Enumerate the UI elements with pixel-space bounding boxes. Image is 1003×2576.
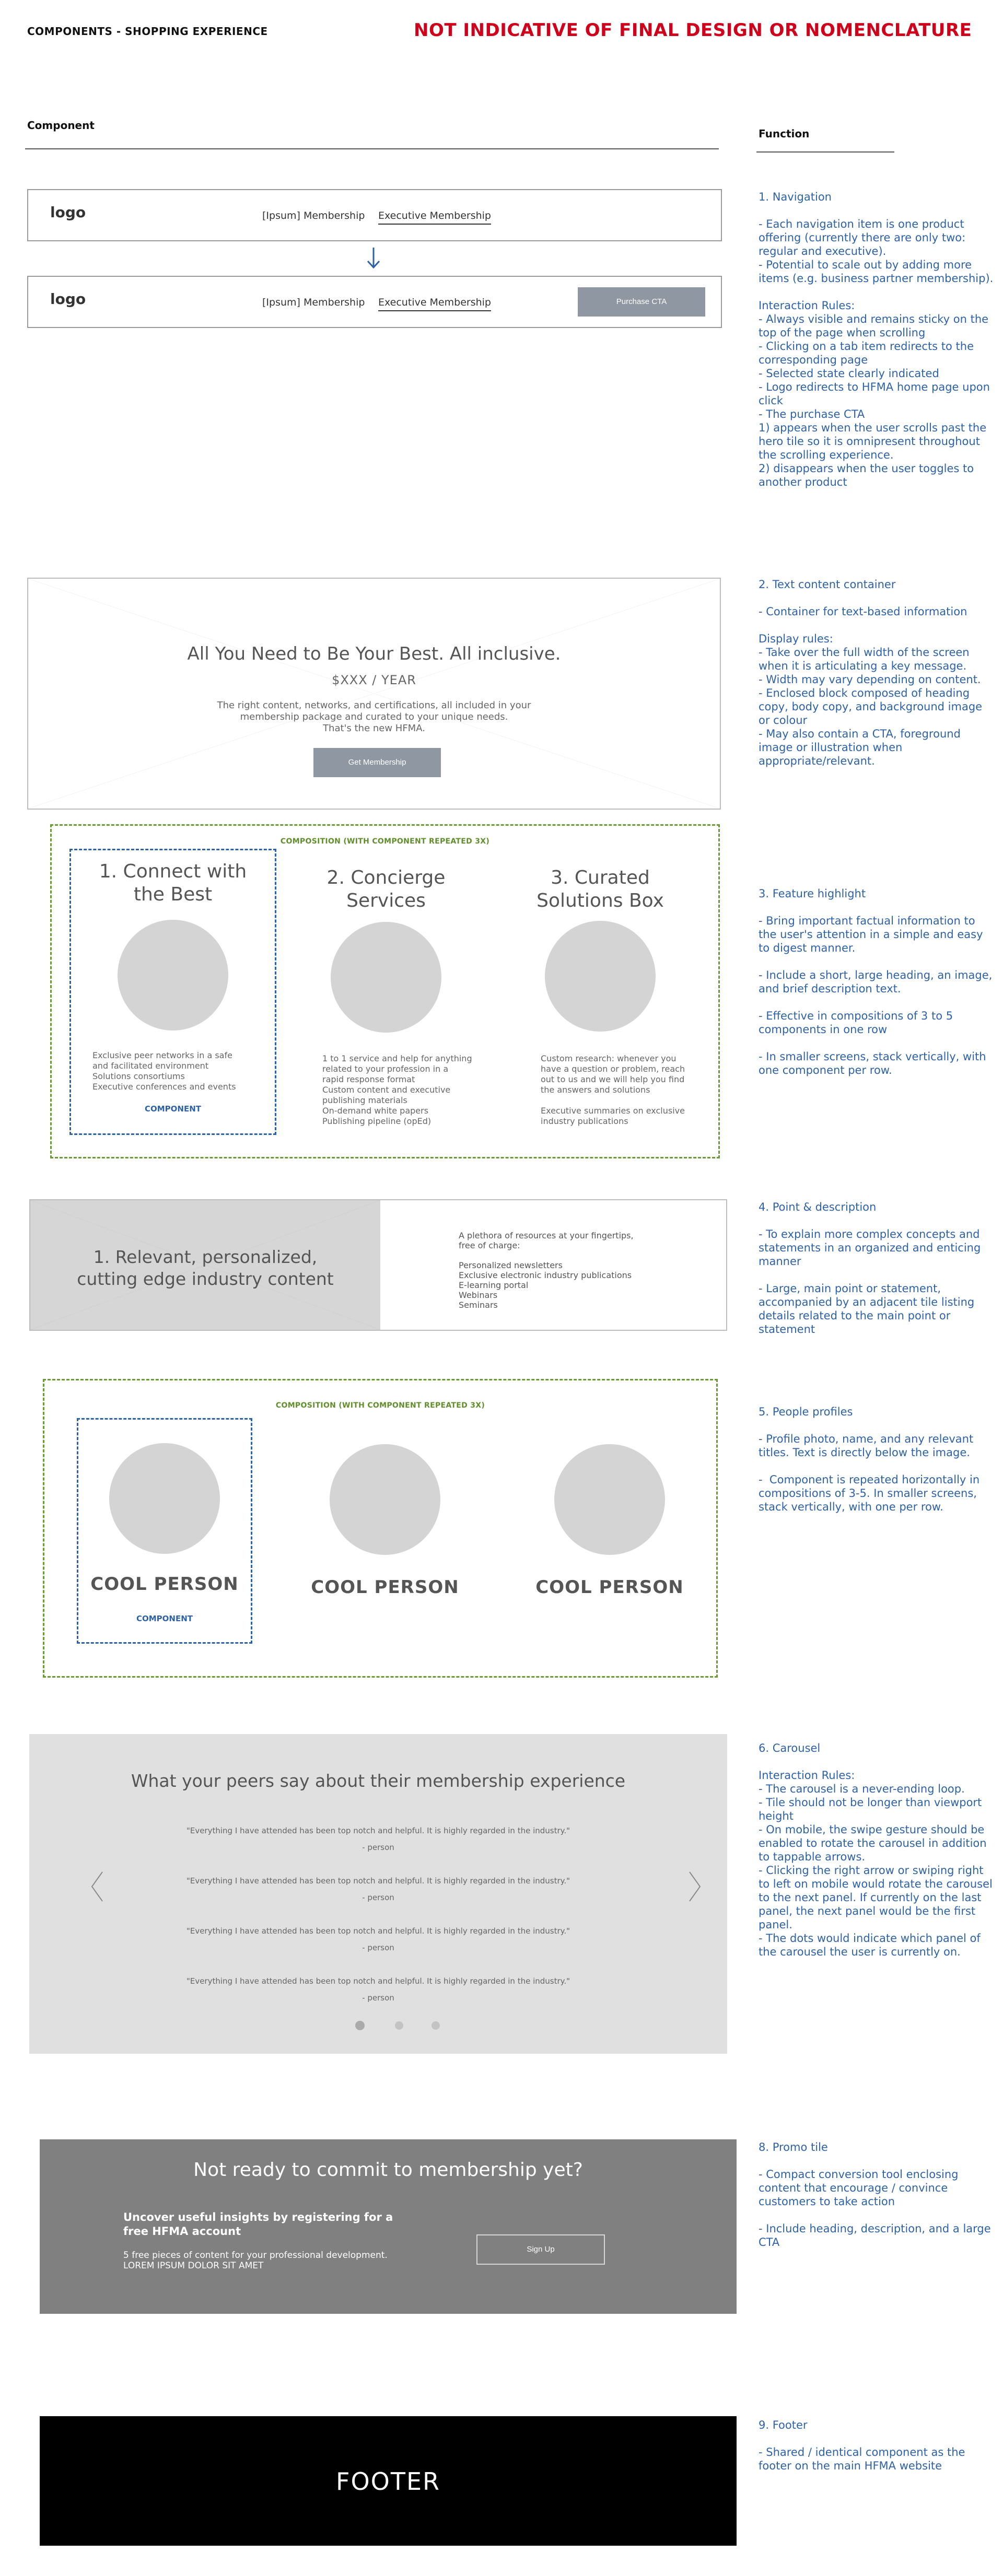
function-divider bbox=[756, 151, 894, 153]
hero-body-line: That's the new HFMA. bbox=[323, 723, 425, 734]
point-details: A plethora of resources at your fingertips, free of charge: Personalized newsletters Exclusive electronic industry publications E-learning portal Webinars Seminars bbox=[459, 1231, 634, 1310]
function-footer: 9. Footer - Shared / identical component as the footer on the main HFMA website bbox=[759, 2419, 965, 2472]
feature-image bbox=[118, 920, 228, 1031]
person-photo bbox=[554, 1444, 665, 1555]
feature-description: 1 to 1 service and help for anything related to your profession in a rapid response format Custom content and executive publishing materials On-demand white papers Publishing pipeline (opEd) bbox=[322, 1053, 472, 1126]
chevron-left-icon[interactable] bbox=[90, 1870, 104, 1905]
hero-body-line: membership package and curated to your unique needs. bbox=[240, 711, 508, 722]
testimonial-quote: "Everything I have attended has been top notch and helpful. It is highly regarded in the industry." bbox=[186, 1976, 570, 1986]
point-tile bbox=[30, 1200, 380, 1330]
feature-image bbox=[331, 922, 441, 1033]
function-carousel: 6. Carousel Interaction Rules: - The carousel is a never-ending loop. - Tile should not be longer than viewport height - On mobile, the swipe gesture should be enabled to rotate the carousel in addition to tappable arrows. - Clicking the right arrow or swiping right to left on mobile would rotate the carousel to the next panel. If currently on the last panel, the next panel would be the first panel. - The dots would indicate which panel of the carousel the user is currently on. bbox=[759, 1742, 993, 1958]
footer bbox=[40, 2416, 737, 2546]
footer-label: FOOTER bbox=[336, 2467, 440, 2496]
promo-title: Not ready to commit to membership yet? bbox=[193, 2159, 583, 2181]
carousel-dot-active[interactable] bbox=[355, 2021, 365, 2030]
person-photo bbox=[109, 1443, 220, 1554]
hero-body-line: The right content, networks, and certifications, all included in your bbox=[217, 700, 531, 711]
point-heading bbox=[30, 1246, 380, 1290]
component-divider bbox=[25, 148, 719, 149]
feature-title-line: 3. Curated bbox=[551, 867, 650, 888]
get-membership-button[interactable]: Get Membership bbox=[313, 748, 441, 777]
carousel-dot[interactable] bbox=[431, 2021, 440, 2030]
hero-headline: All You Need to Be Your Best. All inclusive. bbox=[187, 643, 561, 664]
feature-title-line: Services bbox=[346, 890, 426, 911]
testimonial-quote: "Everything I have attended has been top notch and helpful. It is highly regarded in the industry." bbox=[186, 1876, 570, 1886]
function-text-container: 2. Text content container - Container for text-based information Display rules: - Take over the full width of the screen when it is articulating a key message. - Width may vary depending on content. - Enclosed block composed of heading copy, body copy, and background image or colour - May also contain a CTA, foreground image or illustration when appropriate/relevant. bbox=[759, 578, 983, 767]
testimonial-author: - person bbox=[362, 1943, 394, 1952]
hero-price: $XXX / YEAR bbox=[332, 673, 416, 687]
nav-item-ipsum-membership[interactable]: [Ipsum] Membership bbox=[262, 210, 365, 221]
nav-item-executive-membership[interactable]: Executive Membership bbox=[378, 297, 491, 311]
feature-title-line: 1. Connect with bbox=[99, 861, 247, 882]
person-name: COOL PERSON bbox=[311, 1577, 459, 1598]
feature-title bbox=[283, 867, 489, 912]
chevron-right-icon[interactable] bbox=[687, 1870, 702, 1905]
sign-up-button[interactable]: Sign Up bbox=[476, 2234, 605, 2265]
function-feature-highlight: 3. Feature highlight - Bring important factual information to the user's attention in a simple and easy to digest manner. - Include a short, large heading, an image, and brief description text. - Effective in compositions of 3 to 5 components in one row - In smaller screens, stack vertically, with one component per row. bbox=[759, 887, 993, 1076]
promo-description: 5 free pieces of content for your professional development. LOREM IPSUM DOLOR SIT AMET bbox=[123, 2250, 388, 2271]
feature-description: Custom research: whenever you have a question or problem, reach out to us and we will help you find the answers and solutions Executive summaries on exclusive industry publications bbox=[541, 1053, 685, 1126]
feature-title bbox=[497, 867, 704, 912]
feature-title bbox=[69, 860, 276, 906]
promo-tile bbox=[40, 2139, 737, 2314]
testimonial-quote: "Everything I have attended has been top notch and helpful. It is highly regarded in the industry." bbox=[186, 1926, 570, 1936]
component-column-heading: Component bbox=[27, 119, 95, 132]
function-navigation: 1. Navigation - Each navigation item is one product offering (currently there are only two: regular and executive). - Potential to scale out by adding more items (e.g. business partner membership). Interaction Rules: - Always visible and remains sticky on the top of the page when scrolling - Clicking on a tab item redirects to the corresponding page - Selected state clearly indicated - Logo redirects to HFMA home page upon click - The purchase CTA 1) appears when the user scrolls past the hero tile so it is omnipresent throughout the scrolling experience. 2) disappears when the user toggles to another product bbox=[759, 191, 994, 488]
point-heading-line: 1. Relevant, personalized, bbox=[93, 1247, 318, 1267]
person-name: COOL PERSON bbox=[535, 1577, 684, 1598]
purchase-cta-button[interactable]: Purchase CTA bbox=[578, 287, 705, 317]
page-title: COMPONENTS - SHOPPING EXPERIENCE bbox=[27, 25, 268, 38]
arrow-down-icon bbox=[366, 247, 381, 272]
carousel-title: What your peers say about their membership experience bbox=[131, 1771, 626, 1791]
testimonial-author: - person bbox=[362, 1843, 394, 1852]
composition-label: COMPOSITION (WITH COMPONENT REPEATED 3X) bbox=[275, 1401, 485, 1410]
people-composition bbox=[43, 1379, 718, 1678]
testimonial-author: - person bbox=[362, 1993, 394, 2003]
component-tag: COMPONENT bbox=[144, 1104, 202, 1114]
composition-label: COMPOSITION (WITH COMPONENT REPEATED 3X) bbox=[280, 837, 490, 846]
nav-item-ipsum-membership[interactable]: [Ipsum] Membership bbox=[262, 297, 365, 308]
disclaimer-banner: NOT INDICATIVE OF FINAL DESIGN OR NOMENCLATURE bbox=[414, 20, 972, 41]
feature-image bbox=[545, 921, 656, 1032]
person-photo bbox=[330, 1444, 440, 1555]
text-content-container bbox=[27, 578, 721, 810]
nav-item-executive-membership[interactable]: Executive Membership bbox=[378, 210, 491, 225]
promo-subheading: Uncover useful insights by registering for a free HFMA account bbox=[123, 2211, 393, 2238]
testimonial-quote: "Everything I have attended has been top notch and helpful. It is highly regarded in the industry." bbox=[186, 1826, 570, 1835]
feature-composition bbox=[50, 824, 720, 1158]
point-description bbox=[29, 1199, 727, 1331]
function-column-heading: Function bbox=[759, 127, 810, 140]
function-point-description: 4. Point & description - To explain more complex concepts and statements in an organized and enticing manner - Large, main point or statement, accompanied by an adjacent tile listing details related to the main point or statement bbox=[759, 1201, 981, 1336]
logo[interactable]: logo bbox=[50, 290, 86, 308]
nav-bar-default bbox=[27, 189, 722, 241]
feature-title-line: 2. Concierge bbox=[326, 867, 446, 888]
function-people-profiles: 5. People profiles - Profile photo, name, and any relevant titles. Text is directly below the image. - Component is repeated horizontally in compositions of 3-5. In smaller screens, stack vertically, with one per row. bbox=[759, 1406, 980, 1513]
function-promo-tile: 8. Promo tile - Compact conversion tool enclosing content that encourage / convince customers to take action - Include heading, description, and a large CTA bbox=[759, 2141, 991, 2249]
nav-bar-sticky bbox=[27, 276, 722, 328]
feature-title-line: the Best bbox=[133, 884, 213, 905]
person-name: COOL PERSON bbox=[90, 1574, 239, 1595]
testimonial-author: - person bbox=[362, 1893, 394, 1902]
feature-title-line: Solutions Box bbox=[537, 890, 664, 911]
carousel-dot[interactable] bbox=[395, 2021, 403, 2030]
point-heading-line: cutting edge industry content bbox=[77, 1269, 334, 1289]
component-tag: COMPONENT bbox=[136, 1614, 193, 1623]
logo[interactable]: logo bbox=[50, 204, 86, 221]
testimonial-carousel bbox=[29, 1734, 727, 2054]
feature-description: Exclusive peer networks in a safe and facilitated environment Solutions consortiums Executive conferences and events bbox=[92, 1050, 236, 1092]
hero-body bbox=[28, 700, 720, 734]
